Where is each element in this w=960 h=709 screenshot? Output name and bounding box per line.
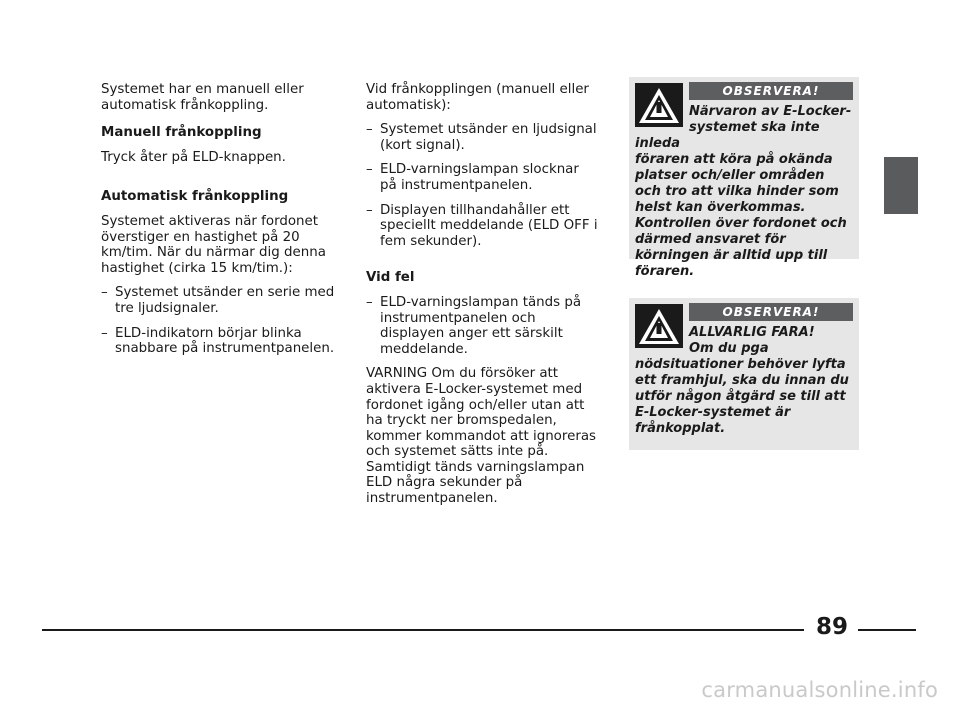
fault-heading: Vid fel [366, 270, 415, 286]
auto-heading: Automatisk frånkoppling [101, 189, 289, 205]
list-item: – ELD-indikatorn börjar blinka snabbare på instrumentpanelen. [101, 325, 335, 357]
list-item: – Systemet utsänder en ljudsignal (kort signal). [366, 122, 597, 153]
manual-text: Tryck åter på ELD-knappen. [101, 149, 286, 165]
footer-rule-right [858, 629, 916, 631]
intro-text: Systemet har en manuell eller automatisk frånkoppling. [101, 82, 304, 113]
observera-box-1 [629, 77, 859, 279]
disconnect-intro: Vid frånkopplingen (manuell eller automatisk): [366, 82, 589, 113]
page-number: 89 [815, 614, 848, 640]
warning-triangle-icon [635, 83, 683, 127]
list-item: – Displayen tillhandahåller ett speciellt meddelande (ELD OFF i fem sekunder). [366, 202, 598, 249]
observera-badge: OBSERVERA! [689, 82, 853, 100]
footer-rule-left [42, 629, 804, 631]
warning-box-text: ALLVARLIG FARA! Om du pga nödsituationer behöver lyfta ett framhjul, ska du innan du utför någon åtgärd se till att E-Locker-systemet är frånkopplat. [635, 325, 849, 436]
left-column [101, 82, 341, 366]
list-item: – ELD-varningslampan slocknar på instrumentpanelen. [366, 162, 579, 193]
auto-text: Systemet aktiveras när fordonet överstiger en hastighet på 20 km/tim. När du närmar dig denna hastighet (cirka 15 km/tim.): [101, 213, 326, 276]
warning-box-text: Närvaron av E-Locker- systemet ska inte inleda föraren att köra på okända platser och/eller områden och tro att vilka hinder som helst kan överkommas. Kontrollen över fordonet och därmed ansvaret för körningen är alltid upp till föraren. [635, 104, 852, 279]
observera-badge: OBSERVERA! [689, 303, 853, 321]
watermark: carmanualsonline.info [701, 678, 938, 702]
middle-column [366, 82, 598, 519]
observera-box-2 [629, 298, 859, 450]
warning-triangle-icon [635, 304, 683, 348]
warning-text: VARNING Om du försöker att aktivera E-Locker-systemet med fordonet igång och/eller utan att ha tryckt ner bromspedalen, kommer kommandot att ignoreras och systemet sätts inte på. Samtidigt tänds varningslampan ELD några sekunder på instrumentpanelen. [366, 366, 597, 507]
list-item: – ELD-varningslampan tänds på instrumentpanelen och displayen anger ett särskilt meddelande. [366, 294, 582, 357]
chapter-tab [884, 157, 918, 214]
manual-heading: Manuell frånkoppling [101, 125, 262, 141]
list-item: – Systemet utsänder en serie med tre ljudsignaler. [101, 285, 335, 316]
